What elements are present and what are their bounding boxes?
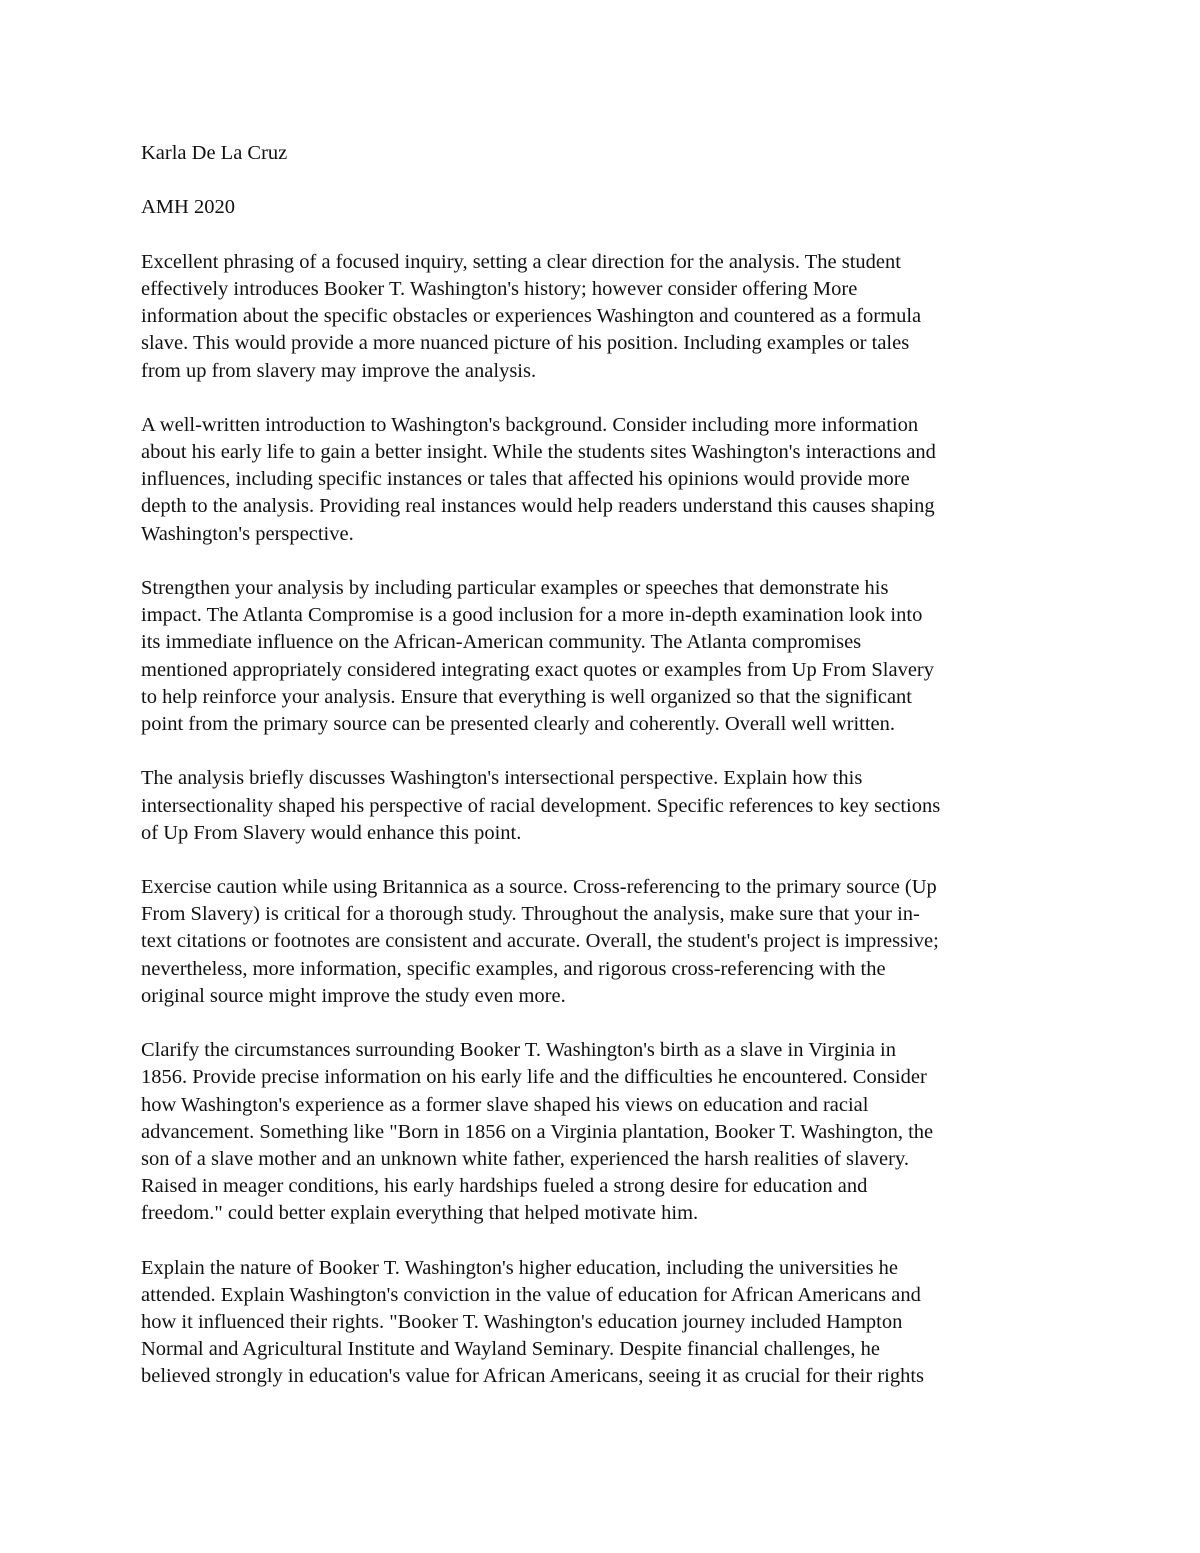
feedback-paragraph xyxy=(141,412,1066,548)
paragraph-line: nevertheless, more information, specific examples, and rigorous cross-referencing with the xyxy=(141,957,886,980)
paragraph-line: original source might improve the study even more. xyxy=(141,984,566,1007)
paragraph-line: The analysis briefly discusses Washington's intersectional perspective. Explain how this xyxy=(141,767,863,790)
paragraph-line: text citations or footnotes are consistent and accurate. Overall, the student's project is impressive; xyxy=(141,930,939,953)
course-code: AMH 2020 xyxy=(141,196,235,219)
paragraph-line: attended. Explain Washington's conviction in the value of education for African Americans and xyxy=(141,1283,921,1306)
paragraph-line: influences, including specific instances or tales that affected his opinions would provide more xyxy=(141,468,910,491)
paragraph-line: how Washington's experience as a former slave shaped his views on education and racial xyxy=(141,1093,869,1116)
paragraph-line: son of a slave mother and an unknown white father, experienced the harsh realities of slavery. xyxy=(141,1147,910,1170)
paragraph-line: Washington's perspective. xyxy=(141,522,354,545)
paragraph-line: its immediate influence on the African-American community. The Atlanta compromises xyxy=(141,631,862,654)
paragraph-line: Explain the nature of Booker T. Washington's higher education, including the universities he xyxy=(141,1256,898,1279)
feedback-paragraph xyxy=(141,249,1066,385)
paragraph-line: believed strongly in education's value for African Americans, seeing it as crucial for their rights xyxy=(141,1365,925,1388)
paragraph-line: Clarify the circumstances surrounding Booker T. Washington's birth as a slave in Virginia in xyxy=(141,1039,897,1062)
paragraph-line: freedom." could better explain everything that helped motivate him. xyxy=(141,1202,699,1225)
paragraph-line: effectively introduces Booker T. Washington's history; however consider offering More xyxy=(141,277,858,300)
paragraph-line: Strengthen your analysis by including particular examples or speeches that demonstrate his xyxy=(141,577,889,599)
paragraph-line: slave. This would provide a more nuanced picture of his position. Including examples or tales xyxy=(141,332,910,355)
paragraph-line: from up from slavery may improve the analysis. xyxy=(141,359,537,382)
feedback-paragraph xyxy=(141,874,1066,1010)
paragraph-line: Normal and Agricultural Institute and Wayland Seminary. Despite financial challenges, he xyxy=(141,1338,880,1361)
paragraph-line: Excellent phrasing of a focused inquiry, setting a clear direction for the analysis. The student xyxy=(141,250,901,273)
paragraph-line: of Up From Slavery would enhance this point. xyxy=(141,821,522,844)
paragraph-line: From Slavery) is critical for a thorough study. Throughout the analysis, make sure that your in- xyxy=(141,903,920,926)
paragraph-line: to help reinforce your analysis. Ensure that everything is well organized so that the significant xyxy=(141,685,913,708)
paragraph-line: intersectionality shaped his perspective of racial development. Specific references to key sections xyxy=(141,794,941,817)
feedback-paragraph xyxy=(141,765,1066,847)
document-body xyxy=(141,140,1066,1418)
paragraph-line: 1856. Provide precise information on his early life and the difficulties he encountered. Consider xyxy=(141,1066,927,1089)
paragraph-line: advancement. Something like "Born in 1856 on a Virginia plantation, Booker T. Washington, the xyxy=(141,1120,934,1143)
paragraph-line: point from the primary source can be presented clearly and coherently. Overall well written. xyxy=(141,712,896,735)
author-name: Karla De La Cruz xyxy=(141,142,288,164)
paragraph-line: mentioned appropriately considered integrating exact quotes or examples from Up From Slavery xyxy=(141,658,935,681)
feedback-paragraphs xyxy=(141,249,1066,1391)
feedback-paragraph xyxy=(141,1037,1066,1227)
paragraph-line: Raised in meager conditions, his early hardships fueled a strong desire for education and xyxy=(141,1175,868,1198)
feedback-paragraph xyxy=(141,1255,1066,1391)
paragraph-line: how it influenced their rights. "Booker T. Washington's education journey included Hampton xyxy=(141,1311,903,1334)
paragraph-line: Exercise caution while using Britannica as a source. Cross-referencing to the primary source (Up xyxy=(141,876,937,899)
paragraph-line: A well-written introduction to Washington's background. Consider including more information xyxy=(141,413,919,436)
feedback-paragraph xyxy=(141,575,1066,738)
paragraph-line: impact. The Atlanta Compromise is a good inclusion for a more in-depth examination look into xyxy=(141,604,923,627)
paragraph-line: about his early life to gain a better insight. While the students sites Washington's interactions and xyxy=(141,441,936,464)
paragraph-line: information about the specific obstacles or experiences Washington and countered as a formula xyxy=(141,305,922,328)
paragraph-line: depth to the analysis. Providing real instances would help readers understand this causes shaping xyxy=(141,495,935,518)
